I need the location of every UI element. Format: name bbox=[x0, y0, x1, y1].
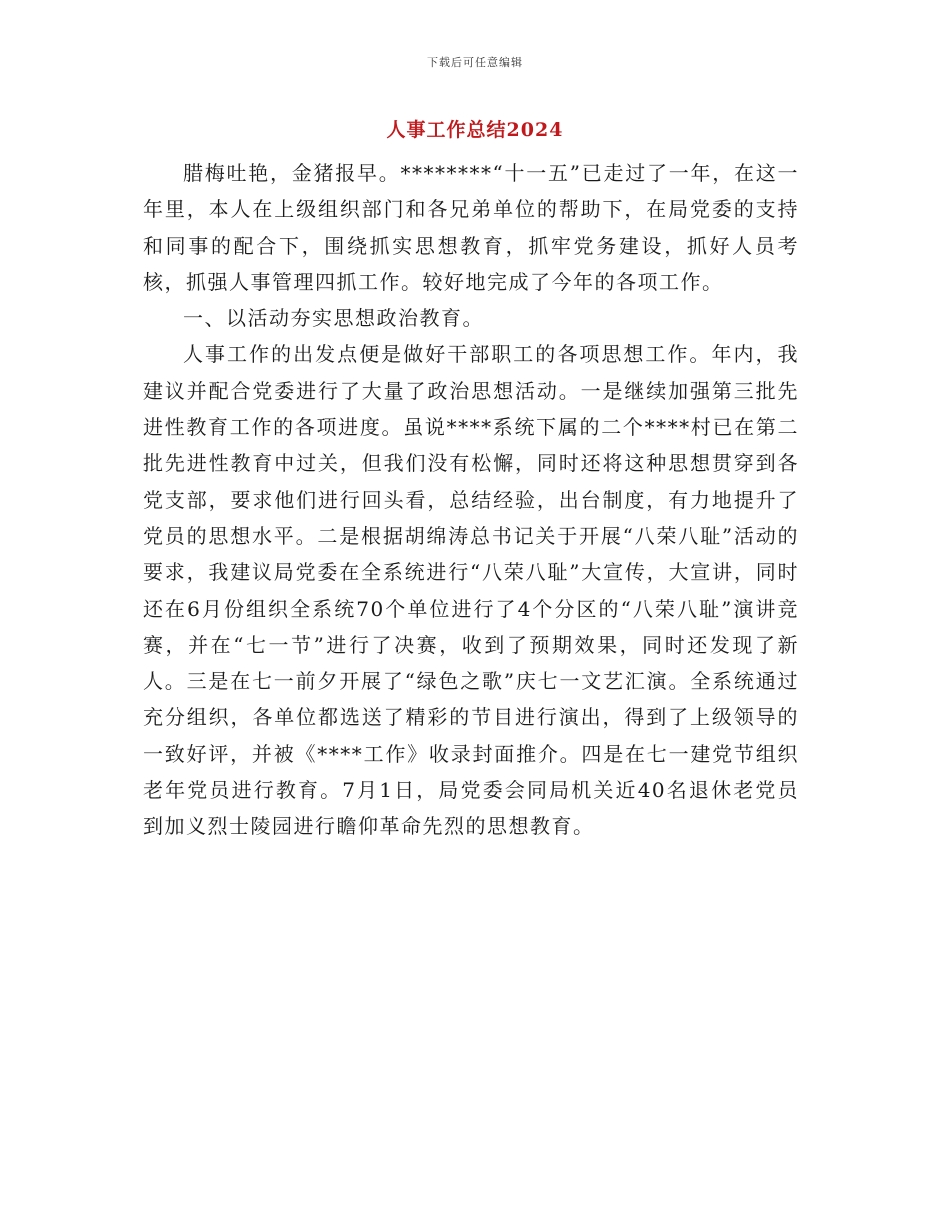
paragraph-intro: 腊梅吐艳，金猪报早。********“十一五”已走过了一年，在这一年里，本人在上级组织部门和各兄弟单位的帮助下，在局党委的支持和同事的配合下，围绕抓实思想教育，抓牢党务建设，抓好人员考核，抓强人事管理四抓工作。较好地完成了今年的各项工作。 bbox=[143, 161, 799, 294]
document-title: 人事工作总结2024 bbox=[386, 119, 564, 141]
section-heading: 一、以活动夯实思想政治教育。 bbox=[183, 306, 484, 331]
document-body bbox=[143, 155, 799, 845]
page-header-note: 下载后可任意编辑 bbox=[427, 56, 523, 69]
paragraph-section-1: 人事工作的出发点便是做好干部职工的各项思想工作。年内，我建议并配合党委进行了大量了政治思想活动。一是继续加强第三批先进性教育工作的各项进度。虽说****系统下属的二个****村已在第二批先进性教育中过关，但我们没有松懈，同时还将这种思想贯穿到各党支部，要求他们进行回头看，总结经验，出台制度，有力地提升了党员的思想水平。二是根据胡绵涛总书记关于开展“八荣八耻”活动的要求，我建议局党委在全系统进行“八荣八耻”大宣传，大宣讲，同时还在6月份组织全系统70个单位进行了4个分区的“八荣八耻”演讲竞赛，并在“七一节”进行了决赛，收到了预期效果，同时还发现了新人。三是在七一前夕开展了“绿色之歌”庆七一文艺汇演。全系统通过充分组织，各单位都选送了精彩的节目进行演出，得到了上级领导的一致好评，并被《****工作》收录封面推介。四是在七一建党节组织老年党员进行教育。7月1日，局党委会同局机关近40名退休老党员到加义烈士陵园进行瞻仰革命先烈的思想教育。 bbox=[143, 342, 799, 839]
